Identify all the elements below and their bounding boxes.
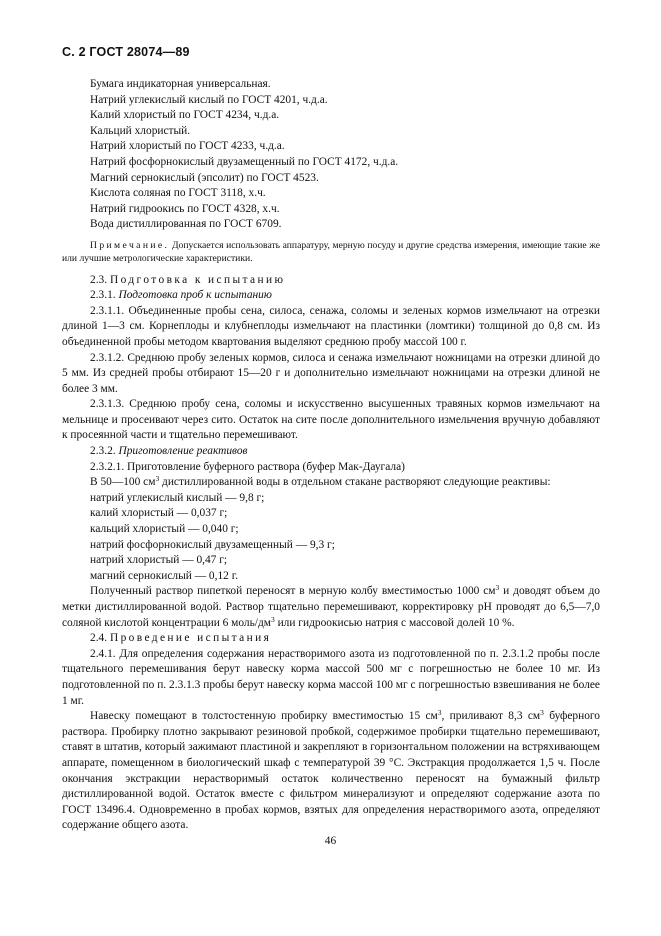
reagent-list — [90, 77, 600, 233]
reagent-item: Натрий фосфорнокислый двузамещенный по ГОСТ 4172, ч.д.а. — [90, 155, 399, 168]
superscript: 3 — [437, 708, 442, 718]
paragraph-2-3-2-1: 2.3.2.1. Приготовление буферного раствора (буфер Мак-Даугала) — [90, 460, 405, 473]
section-number: 2.3.1. — [90, 289, 119, 302]
reagent-item: Вода дистиллированная по ГОСТ 6709. — [90, 218, 282, 231]
reagent-item: Кислота соляная по ГОСТ 3118, х.ч. — [90, 187, 266, 200]
superscript: 3 — [270, 614, 275, 624]
section-title: Приготовление реактивов — [118, 445, 248, 458]
buffer-item: магний сернокислый — 0,12 г. — [90, 569, 238, 582]
section-title: Подготовка к испытанию — [109, 273, 286, 286]
buffer-item: кальций хлористый — 0,040 г; — [90, 523, 239, 536]
page-content — [62, 77, 600, 834]
buffer-intro — [62, 475, 600, 491]
paragraph-extraction — [62, 709, 600, 834]
note-label: Примечание. — [90, 239, 170, 251]
reagent-item: Калий хлористый по ГОСТ 4234, ч.д.а. — [90, 109, 280, 122]
reagent-item: Натрий хлористый по ГОСТ 4233, ч.д.а. — [90, 140, 285, 153]
note — [62, 240, 600, 266]
section-heading-2-4 — [62, 631, 600, 647]
reagent-item: Кальций хлористый. — [90, 124, 191, 137]
text-fragment: Навеску помещают в толстостенную пробирку вместимостью 15 см — [90, 710, 438, 723]
text-fragment: Полученный раствор пипеткой переносят в мерную колбу вместимостью 1000 см — [90, 585, 496, 598]
buffer-item: калий хлористый — 0,037 г; — [90, 507, 228, 520]
section-number: 2.3.2. — [90, 445, 119, 458]
section-title: Проведение испытания — [109, 632, 272, 645]
paragraph-2-3-1-3: 2.3.1.3. Среднюю пробу сена, соломы и искусственно высушенных травяных кормов измельчают на мельнице и просеивают через сито. Остаток на сите после дополнительного измельчения вручную добавляют к просеянной части и тщательно перемешивают. — [62, 398, 600, 442]
page-number: 46 — [324, 835, 337, 847]
superscript: 3 — [540, 708, 544, 718]
section-heading-2-3-2 — [62, 444, 600, 460]
section-title: Подготовка проб к испытанию — [118, 289, 272, 302]
paragraph-2-3-1-2: 2.3.1.2. Среднюю пробу зеленых кормов, силоса и сенажа измельчают ножницами на отрезки длиной до 5 мм. Из средней пробы отбирают 15—20 г и дополнительно измельчают ножницами на отрезки длиной не более 3 мм. — [62, 351, 600, 395]
reagent-item: Бумага индикаторная универсальная. — [90, 78, 271, 90]
text-fragment: или гидроокисью натрия с массовой долей 10 %. — [274, 616, 515, 629]
buffer-final-paragraph — [62, 584, 600, 631]
reagent-item: Натрий углекислый кислый по ГОСТ 4201, ч.д.а. — [90, 93, 328, 106]
section-heading-2-3 — [62, 273, 600, 289]
buffer-composition-list — [62, 491, 600, 585]
paragraph-2-4-1: 2.4.1. Для определения содержания нерастворимого азота из подготовленной по п. 2.3.1.2 пробы после тщательного перемешивания берут навеску корма массой 500 мг с погрешностью не более 10 мг. Из подготовленной по п. 2.3.1.3 пробы берут навеску корма массой 100 мг с погрешностью взвешивания не более 1 мг. — [62, 647, 600, 707]
reagent-item: Магний сернокислый (эпсолит) по ГОСТ 4523. — [90, 171, 319, 184]
buffer-item: натрий углекислый кислый — 9,8 г; — [90, 491, 265, 504]
text-fragment: дистиллированной воды в отдельном стакане растворяют следующие реактивы: — [159, 476, 551, 489]
text-fragment: и доводят объем до метки дистиллированной водой. Раствор тщательно перемешивают, корректировку pH проводят до 6,5—7,0 соляной кислотой концентрации 6 моль/дм — [62, 585, 600, 629]
buffer-item: натрий хлористый — 0,47 г; — [90, 554, 228, 567]
page-header: С. 2 ГОСТ 28074—89 — [62, 45, 190, 59]
superscript: 3 — [155, 474, 160, 484]
section-heading-2-3-1 — [62, 288, 600, 304]
reagent-item: Натрий гидроокись по ГОСТ 4328, х.ч. — [90, 202, 280, 215]
note-text: Допускается использовать аппаратуру, мерную посуду и другие средства измерения, имеющие такие же или лучшие метрологические характеристики. — [62, 239, 600, 264]
text-fragment: В 50—100 см — [90, 476, 156, 489]
text-fragment: , приливают 8,3 см — [441, 710, 541, 723]
section-number: 2.3. — [90, 273, 110, 286]
superscript: 3 — [495, 583, 500, 593]
text-fragment: буферного раствора. Пробирку плотно закрывают резиновой пробкой, содержимое пробирки тщательно перемешивают, ставят в штатив, который зажимают пластиной и закрепляют в горизонтальном положении на встряхивающем аппарате, помещенном в биологический шкаф с температурой 39 °С. Экстракция продолжается 1,5 ч. После окончания экстракции нерастворимый остаток количественно переносят на бумажный фильтр дистиллированной водой. Остаток вместе с фильтром минерализуют и определяют содержание азота по ГОСТ 13496.4. Одновременно в пробах кормов, взятых для определения нерастворимого азота, определяют содержание общего азота. — [62, 710, 601, 832]
paragraph-2-3-1-1: 2.3.1.1. Объединенные пробы сена, силоса, сенажа, соломы и зеленых кормов измельчают на отрезки длиной 1—3 см. Корнеплоды и клубнеплоды измельчают на пластинки (ломтики) толщиной до 0,8 см. Из объединенной пробы методом квартования выделяют среднюю пробу массой 100 г. — [62, 304, 600, 348]
buffer-item: натрий фосфорнокислый двузамещенный — 9,3 г; — [90, 538, 335, 551]
section-number: 2.4. — [90, 632, 110, 645]
